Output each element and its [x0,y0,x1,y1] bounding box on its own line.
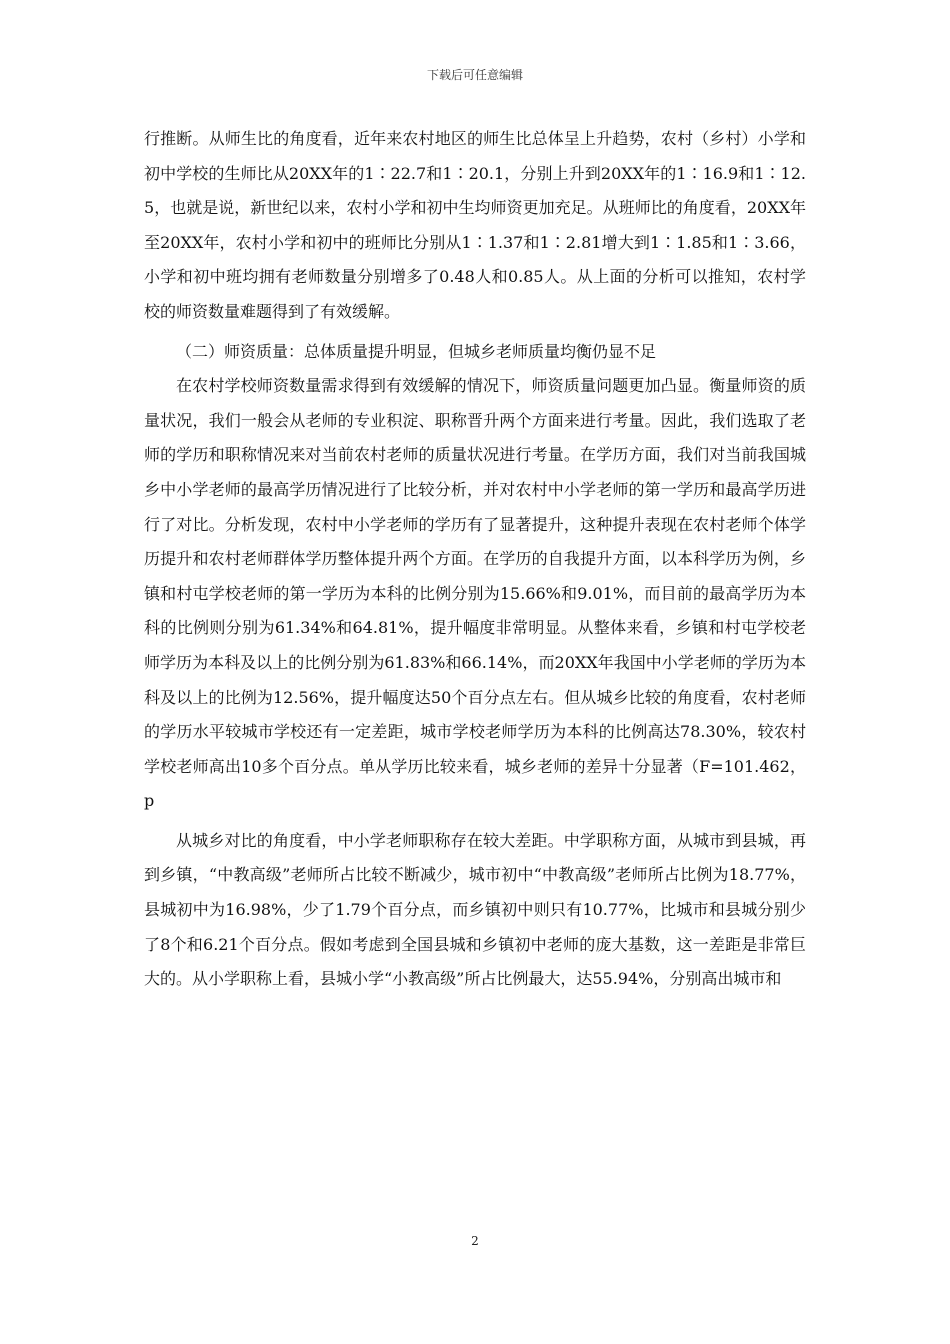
page-number: 2 [471,1234,479,1248]
paragraph-teacher-student-ratio: 行推断。从师生比的角度看，近年来农村地区的师生比总体呈上升趋势，农村（乡村）小学和初中学校的生师比从20XX年的1∶22.7和1∶20.1，分别上升到20XX年的1∶16.9和1∶12.5，也就是说，新世纪以来，农村小学和初中生均师资更加充足。从班师比的角度看，20XX年至20XX年，农村小学和初中的班师比分别从1∶1.37和1∶2.81增大到1∶1.85和1∶3.66，小学和初中班均拥有老师数量分别增多了0.48人和0.85人。从上面的分析可以推知，农村学校的师资数量难题得到了有效缓解。 [144,129,806,321]
page-header: 下载后可任意编辑 [426,68,523,82]
paragraph-professional-title: 从城乡对比的角度看，中小学老师职称存在较大差距。中学职称方面，从城市到县城，再到乡镇，“中教高级”老师所占比较不断减少，城市初中“中教高级”老师所占比例为18.77%，县城初中为16.98%，少了1.79个百分点，而乡镇初中则只有10.77%，比城市和县城分别少了8个和6.21个百分点。假如考虑到全国县城和乡镇初中老师的庞大基数，这一差距是非常巨大的。从小学职称上看，县城小学“小教高级”所占比例最大，达55.94%，分别高出城市和 [144,830,806,989]
paragraph-education-level: 在农村学校师资数量需求得到有效缓解的情况下，师资质量问题更加凸显。衡量师资的质量状况，我们一般会从老师的专业积淀、职称晋升两个方面来进行考量。因此，我们选取了老师的学历和职称情况来对当前农村老师的质量状况进行考量。在学历方面，我们对当前我国城乡中小学老师的最高学历情况进行了比较分析，并对农村中小学老师的第一学历和最高学历进行了对比。分析发现，农村中小学老师的学历有了显著提升，这种提升表现在农村老师个体学历提升和农村老师群体学历整体提升两个方面。在学历的自我提升方面，以本科学历为例，乡镇和村屯学校老师的第一学历为本科的比例分别为15.66%和9.01%，而目前的最高学历为本科的比例则分别为61.34%和64.81%，提升幅度非常明显。从整体来看，乡镇和村屯学校老师学历为本科及以上的比例分别为61.83%和66.14%，而20XX年我国中小学老师的学历为本科及以上的比例为12.56%，提升幅度达50个百分点左右。但从城乡比较的角度看，农村老师的学历水平较城市学校还有一定差距，城市学校老师学历为本科的比例高达78.30%，较农村学校老师高出10多个百分点。单从学历比较来看，城乡老师的差异十分显著（F=101.462，p [144,376,806,811]
document-body [144,122,806,997]
section-heading-teacher-quality: （二）师资质量：总体质量提升明显，但城乡老师质量均衡仍显不足 [176,341,657,361]
